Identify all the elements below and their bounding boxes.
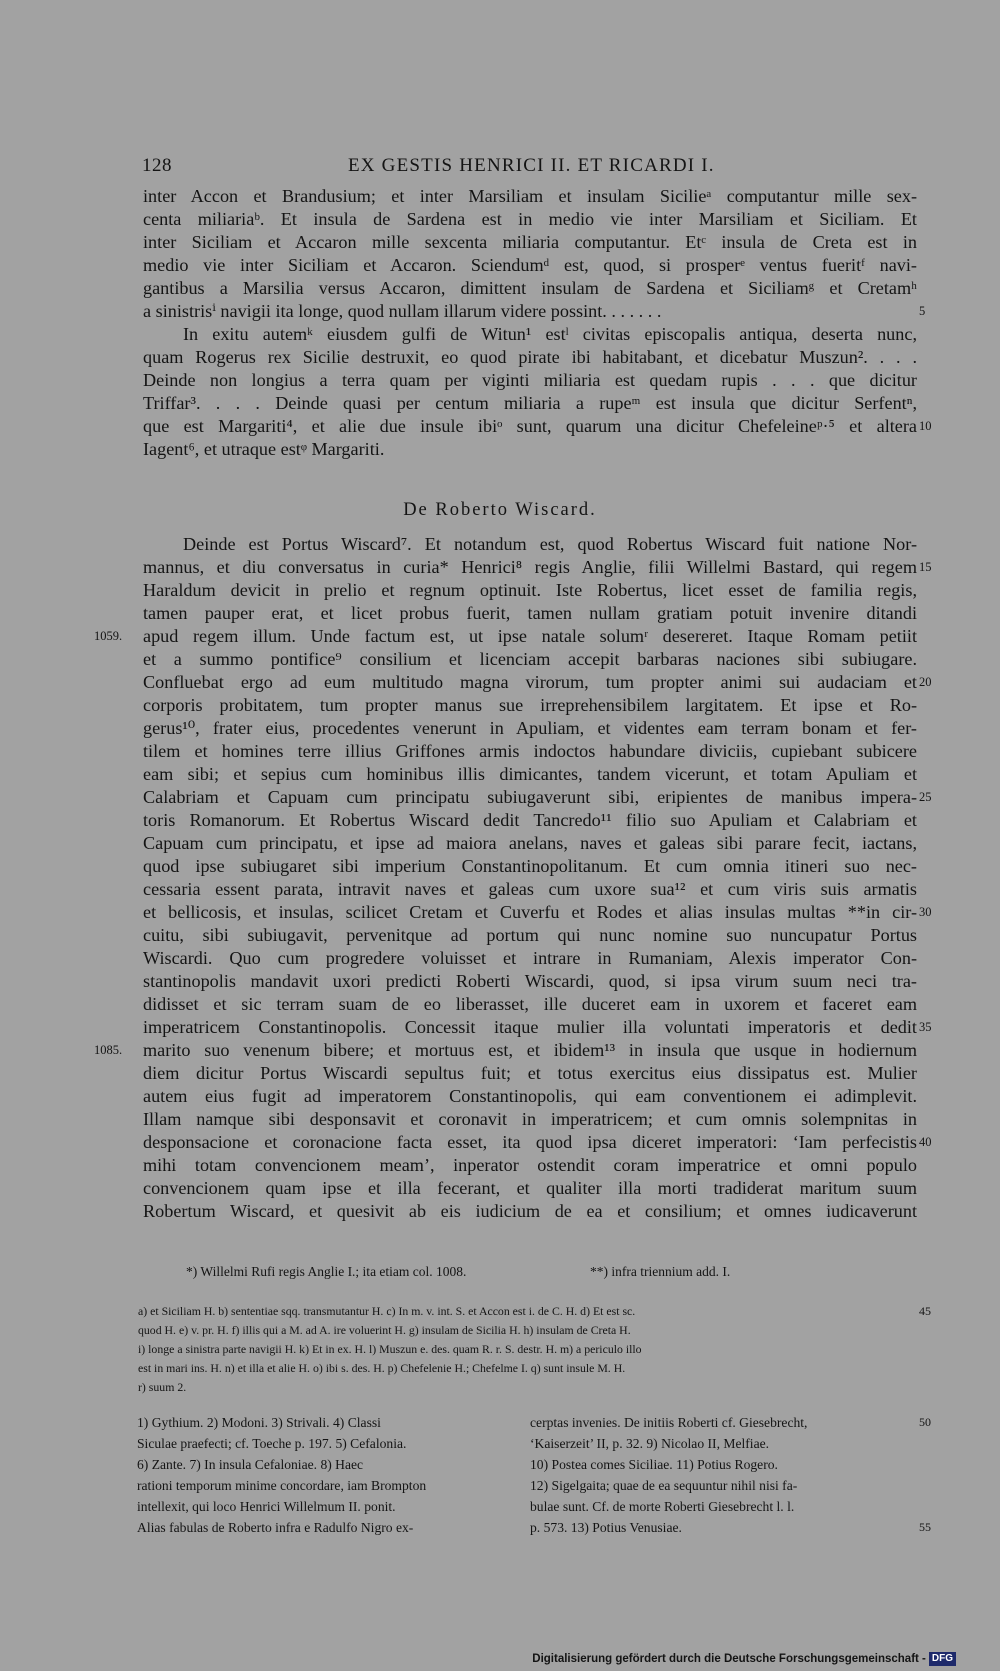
line-number: 25 bbox=[919, 790, 932, 804]
text-line: Deinde est Portus Wiscard⁷. Et notandum est, quod Robertus Wiscard fuit natione Nor- bbox=[183, 534, 917, 554]
footnote-line: Siculae praefecti; cf. Toeche p. 197. 5) Cefalonia. bbox=[137, 1436, 407, 1451]
text-line: et a summo pontifice⁹ consilium et licenciam accepit barbaras naciones sibi subiugare. bbox=[143, 649, 917, 669]
running-title: EX GESTIS HENRICI II. ET RICARDI I. bbox=[348, 155, 715, 176]
line-number: 30 bbox=[919, 905, 932, 919]
year-marker: 1059. bbox=[94, 629, 123, 643]
text-line: que est Margariti⁴, et alie due insule ibiᵒ sunt, quarum una dicitur Chefeleineᵖ·⁵ et altera bbox=[143, 416, 917, 436]
text-line: cessaria essent parata, intravit naves et galeas cum uxore sua¹² et cum viris suis armatis bbox=[143, 879, 917, 899]
footnote-line: p. 573. 13) Potius Venusiae. bbox=[530, 1520, 682, 1535]
variant-line: i) longe a sinistra parte navigii H. k) Et in ex. H. l) Muszun e. des. quam R. r. S. destr. H. m) a periculo illo bbox=[138, 1342, 642, 1356]
line-number: 15 bbox=[919, 560, 932, 574]
line-number: 5 bbox=[919, 304, 926, 318]
text-line: cuitu, sibi subiugavit, pervenitque ad portum qui nunc nomine suo nuncupatur Portus bbox=[143, 925, 917, 945]
text-line: Triffar³. . . . Deinde quasi per centum miliaria a rupeᵐ est insula que dicitur Serfentⁿ, bbox=[143, 393, 917, 413]
text-line: Deinde non longius a terra quam per viginti miliaria est quedam rupis . . . que dicitur bbox=[143, 370, 917, 390]
text-line: convencionem quam ipse et illa fecerant, et qualiter illa morti tradiderat maritum suum bbox=[143, 1178, 917, 1198]
text-line: desponsacione et coronacione facta esset, ita quod ipsa diceret imperatori: ‘Iam perfecistis bbox=[143, 1132, 917, 1152]
text-line: didisset et sic terram suam de eo liberasset, ille duceret eam in uxorem et faceret eam bbox=[143, 994, 917, 1014]
text-line: marito suo venenum bibere; et mortuus est, et ibidem¹³ in insula que usque in hodiernum bbox=[143, 1040, 917, 1060]
year-marker: 1085. bbox=[94, 1043, 123, 1057]
text-line: a sinistrisⁱ navigii ita longe, quod nullam illarum videre possint. . . . . . . bbox=[143, 301, 662, 321]
line-number: 40 bbox=[919, 1135, 932, 1149]
text-line: Capuam cum principatu, et ipse ad maiora anelans, naves et galeas sibi parare fecit, iactans, bbox=[143, 833, 917, 853]
text-line: tilem et homines terre illius Griffones armis indoctos habundare diviciis, cupiebant subicere bbox=[143, 741, 917, 761]
text-line: Illam namque sibi desponsavit et coronavit in imperatricem; et cum omnis solempnitas in bbox=[143, 1109, 917, 1129]
line-number: 50 bbox=[919, 1415, 931, 1429]
text-line: gerus¹⁰, frater eius, procedentes venerunt in Apuliam, et videntes eam terram bonam et fer- bbox=[143, 718, 917, 738]
text-line: Haraldum devicit in prelio et regnum optinuit. Iste Robertus, licet esset de familia regis, bbox=[143, 580, 917, 600]
line-number: 10 bbox=[919, 419, 932, 433]
text-line: apud regem illum. Unde factum est, ut ipse natale solumʳ desereret. Itaque Romam petiit bbox=[143, 626, 917, 646]
star-note: **) infra triennium add. I. bbox=[590, 1264, 731, 1279]
text-line: diem dicitur Portus Wiscardi sepultus fuit; et totus exercitus eius dissipatus est. Mulier bbox=[143, 1063, 917, 1083]
text-line: quod ipse subiugaret sibi imperium Constantinopolitanum. Et cum omnia itineri suo nec- bbox=[143, 856, 917, 876]
variant-line: a) et Siciliam H. b) sententiae sqq. transmutantur H. c) In m. v. int. S. et Accon est i. de C. H. d) Et est sc. bbox=[138, 1304, 636, 1318]
footnote-line: 1) Gythium. 2) Modoni. 3) Strivali. 4) Classi bbox=[137, 1415, 381, 1430]
line-number: 55 bbox=[919, 1520, 931, 1534]
footnote-line: 6) Zante. 7) In insula Cefaloniae. 8) Haec bbox=[137, 1457, 364, 1472]
footnote-line: intellexit, qui loco Henrici Willelmum II. ponit. bbox=[137, 1499, 396, 1514]
text-line: stantinopolis mandavit uxori predicti Roberti Wiscardi, quod, si ipsa virum suum neci tra- bbox=[143, 971, 917, 991]
variant-line: est in mari ins. H. n) et illa et alie H. o) ibi s. des. H. p) Chefelenie H.; Chefelme I. q) sunt insule M. H. bbox=[138, 1361, 626, 1375]
line-number: 35 bbox=[919, 1020, 932, 1034]
text-line: corporis probitatem, tum propter manus sue irreprehensibilem largitatem. Et ipse et Ro- bbox=[143, 695, 917, 715]
text-line: In exitu autemᵏ eiusdem gulfi de Witun¹ estˡ civitas episcopalis antiqua, deserta nunc, bbox=[183, 324, 917, 344]
text-line: medio vie inter Siciliam et Accaron. Sciendumᵈ est, quod, si prosperᵉ ventus fueritᶠ navi- bbox=[143, 255, 917, 275]
page-number: 128 bbox=[142, 155, 172, 176]
text-line: eam sibi; et sepius cum hominibus illis dimicantes, tandem vicerunt, et totam Apuliam et bbox=[143, 764, 917, 784]
text-line: mihi totam convencionem meam’, inperator ostendit coram imperatrice et omni populo bbox=[143, 1155, 917, 1175]
section-heading: De Roberto Wiscard. bbox=[403, 500, 597, 520]
text-line: Confluebat ergo ad eum multitudo magna virorum, tum propter animi sui audaciam et bbox=[143, 672, 917, 692]
footnote-line: cerptas invenies. De initiis Roberti cf. Giesebrecht, bbox=[530, 1415, 808, 1430]
text-line: imperatricem Constantinopolis. Concessit itaque mulier illa voluntati imperatoris et dedit bbox=[143, 1017, 917, 1037]
text-line: tamen pauper erat, et licet probus fuerit, tamen nullam gratiam potuit invenire ditandi bbox=[143, 603, 917, 623]
line-number: 45 bbox=[919, 1304, 931, 1318]
text-line: Calabriam et Capuam cum principatu subiugaverunt sibi, eripientes de manibus impera- bbox=[143, 787, 917, 807]
digitization-credit bbox=[532, 1652, 956, 1666]
text-line: quam Rogerus rex Sicilie destruxit, eo quod pirate ibi habitabant, et dicebatur Muszun². . . . bbox=[143, 347, 917, 367]
dfg-logo-icon: DFG bbox=[929, 1652, 956, 1666]
credit-text: Digitalisierung gefördert durch die Deutsche Forschungsgemeinschaft - bbox=[532, 1653, 926, 1666]
text-line: toris Romanorum. Et Robertus Wiscard dedit Tancredo¹¹ filio suo Apuliam et Calabriam et bbox=[143, 810, 917, 830]
text-line: autem eius fugit ad imperatorem Constantinopolis, qui eam conventionem ei adimplevit. bbox=[143, 1086, 917, 1106]
footnote-line: ‘Kaiserzeit’ II, p. 32. 9) Nicolao II, Melfiae. bbox=[530, 1436, 770, 1451]
text-line: et bellicosis, et insulas, scilicet Cretam et Cuverfu et Rodes et alias insulas multas **in cir- bbox=[143, 902, 917, 922]
text-line: inter Siciliam et Accaron mille sexcenta miliaria computantur. Etᶜ insula de Creta est in bbox=[143, 232, 917, 252]
text-line: Wiscardi. Quo cum progredere voluisset et intrare in Rumaniam, Alexis imperator Con- bbox=[143, 948, 917, 968]
variant-line: quod H. e) v. pr. H. f) illis qui a M. ad A. ire voluerint H. g) insulam de Sicilia H. h) insulam de Creta H. bbox=[138, 1323, 631, 1337]
text-line: Robertum Wiscard, et quesivit ab eis iudicium de ea et consilium; et omnes iudicaverunt bbox=[143, 1201, 917, 1221]
text-line: mannus, et diu conversatus in curia* Henrici⁸ regis Anglie, filii Willelmi Bastard, qui regem bbox=[143, 557, 917, 577]
footnote-line: 12) Sigelgaita; quae de ea sequuntur nihil nisi fa- bbox=[530, 1478, 798, 1493]
text-line: Iagent⁶, et utraque estᵠ Margariti. bbox=[143, 439, 385, 459]
variant-line: r) suum 2. bbox=[138, 1380, 187, 1394]
text-line: gantibus a Marsilia versus Accaron, dimittent insulam de Sardena et Siciliamᵍ et Cretamʰ bbox=[143, 278, 917, 298]
footnote-line: bulae sunt. Cf. de morte Roberti Giesebrecht l. l. bbox=[530, 1499, 795, 1514]
footnote-line: Alias fabulas de Roberto infra e Radulfo Nigro ex- bbox=[137, 1520, 414, 1535]
star-note: *) Willelmi Rufi regis Anglie I.; ita etiam col. 1008. bbox=[186, 1264, 467, 1279]
line-number: 20 bbox=[919, 675, 932, 689]
footnote-line: 10) Postea comes Siciliae. 11) Potius Rogero. bbox=[530, 1457, 778, 1472]
text-line: centa miliariaᵇ. Et insula de Sardena est in medio vie inter Marsiliam et Siciliam. Et bbox=[143, 209, 917, 229]
text-line: inter Accon et Brandusium; et inter Marsiliam et insulam Sicilieᵃ computantur mille sex- bbox=[143, 186, 917, 206]
footnote-line: rationi temporum minime concordare, iam Brompton bbox=[137, 1478, 427, 1493]
